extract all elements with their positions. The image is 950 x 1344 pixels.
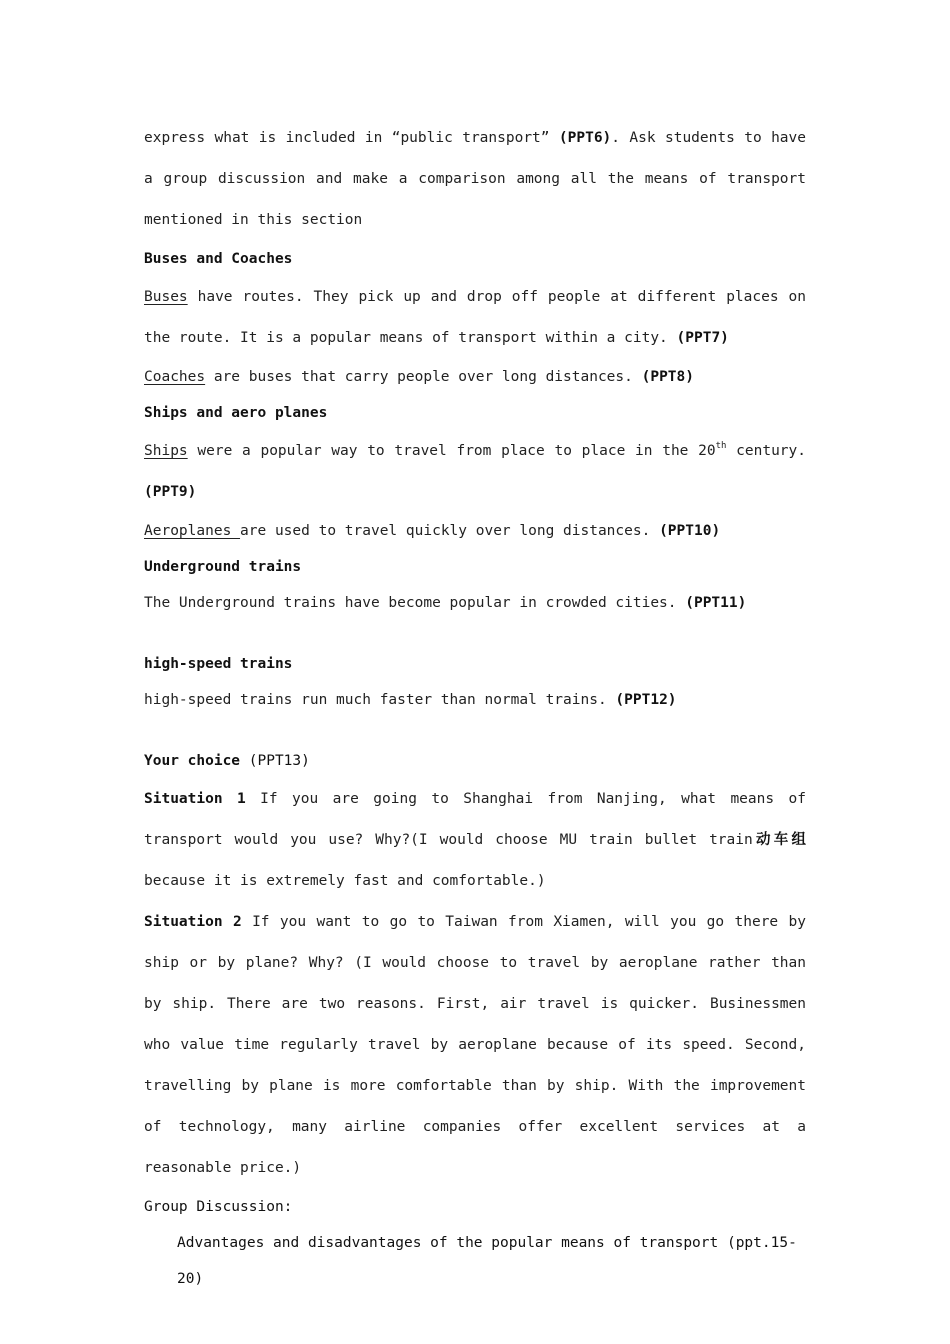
situation-2-paragraph bbox=[144, 902, 806, 1189]
high-speed-ppt-ref: (PPT12) bbox=[606, 692, 677, 708]
group-discussion-text: Advantages and disadvantages of the popular means of transport (ppt.15-20) bbox=[177, 1235, 797, 1287]
situation-1-label: Situation 1 bbox=[144, 791, 246, 807]
underground-text: The Underground trains have become popular in crowded cities. bbox=[144, 595, 677, 611]
situation-1-text: If you are going to Shanghai from Nanjing, what means of transport would you use? Why?(I would choose MU train bullet train bbox=[144, 791, 806, 848]
aeroplanes-term: Aeroplanes bbox=[144, 523, 241, 539]
high-speed-text: high-speed trains run much faster than normal trains. bbox=[144, 692, 607, 708]
buses-coaches-heading: Buses and Coaches bbox=[144, 251, 293, 267]
ships-text-2: century. bbox=[726, 443, 806, 459]
aeroplanes-text: are used to travel quickly over long distances. bbox=[240, 523, 651, 539]
situation-2-text: If you want to go to Taiwan from Xiamen, will you go there by ship or by plane? Why? (I would choose to travel by aeroplane rather than by ship. There are two reasons. First, air travel is quicker. Businessmen who value time regularly travel by aeroplane because of its speed. Second, travelling by plane is more comfortable than by ship. With the improvement of technology, many airline companies offer excellent services at a reasonable price.) bbox=[144, 914, 807, 1176]
ships-ppt-ref: (PPT9) bbox=[144, 484, 197, 500]
ships-paragraph bbox=[144, 431, 806, 513]
your-choice-heading bbox=[144, 743, 806, 779]
ships-aeroplanes-heading: Ships and aero planes bbox=[144, 405, 328, 421]
your-choice-ppt-ref: (PPT13) bbox=[240, 753, 310, 769]
buses-term: Buses bbox=[144, 289, 188, 305]
ships-superscript: th bbox=[715, 441, 727, 451]
coaches-term: Coaches bbox=[144, 369, 206, 385]
your-choice-label: Your choice bbox=[144, 753, 241, 769]
buses-ppt-ref: (PPT7) bbox=[667, 330, 729, 346]
buses-paragraph bbox=[144, 277, 806, 359]
intro-text-1: express what is included in “public transport” bbox=[144, 130, 550, 146]
situation-1-paragraph bbox=[144, 779, 806, 902]
buses-text: have routes. They pick up and drop off people at different places on the route. It is a popular means of transport within a city. bbox=[144, 289, 806, 346]
ships-term: Ships bbox=[144, 443, 188, 459]
ships-text: were a popular way to travel from place to place in the 20 bbox=[187, 443, 716, 459]
intro-text-2: . Ask students to have a group discussion and make a comparison among all the means of transport mentioned in this section bbox=[144, 130, 806, 228]
underground-ppt-ref: (PPT11) bbox=[676, 595, 747, 611]
group-discussion-heading: Group Discussion: bbox=[144, 1199, 293, 1215]
situation-1-chinese-term: 动车组 bbox=[752, 832, 807, 848]
aeroplanes-paragraph bbox=[144, 513, 806, 549]
document-body bbox=[144, 118, 806, 1297]
situation-2-label: Situation 2 bbox=[144, 914, 242, 930]
coaches-text: are buses that carry people over long distances. bbox=[205, 369, 633, 385]
intro-ppt-ref: (PPT6) bbox=[558, 130, 612, 146]
intro-paragraph bbox=[144, 118, 806, 241]
underground-paragraph bbox=[144, 585, 806, 621]
spacer bbox=[144, 621, 806, 646]
high-speed-paragraph bbox=[144, 682, 806, 718]
aeroplanes-ppt-ref: (PPT10) bbox=[650, 523, 721, 539]
coaches-ppt-ref: (PPT8) bbox=[632, 369, 694, 385]
spacer bbox=[144, 718, 806, 743]
underground-heading: Underground trains bbox=[144, 559, 302, 575]
situation-1-text-2: because it is extremely fast and comfortable.) bbox=[144, 873, 546, 889]
high-speed-heading: high-speed trains bbox=[144, 656, 293, 672]
coaches-paragraph bbox=[144, 359, 806, 395]
